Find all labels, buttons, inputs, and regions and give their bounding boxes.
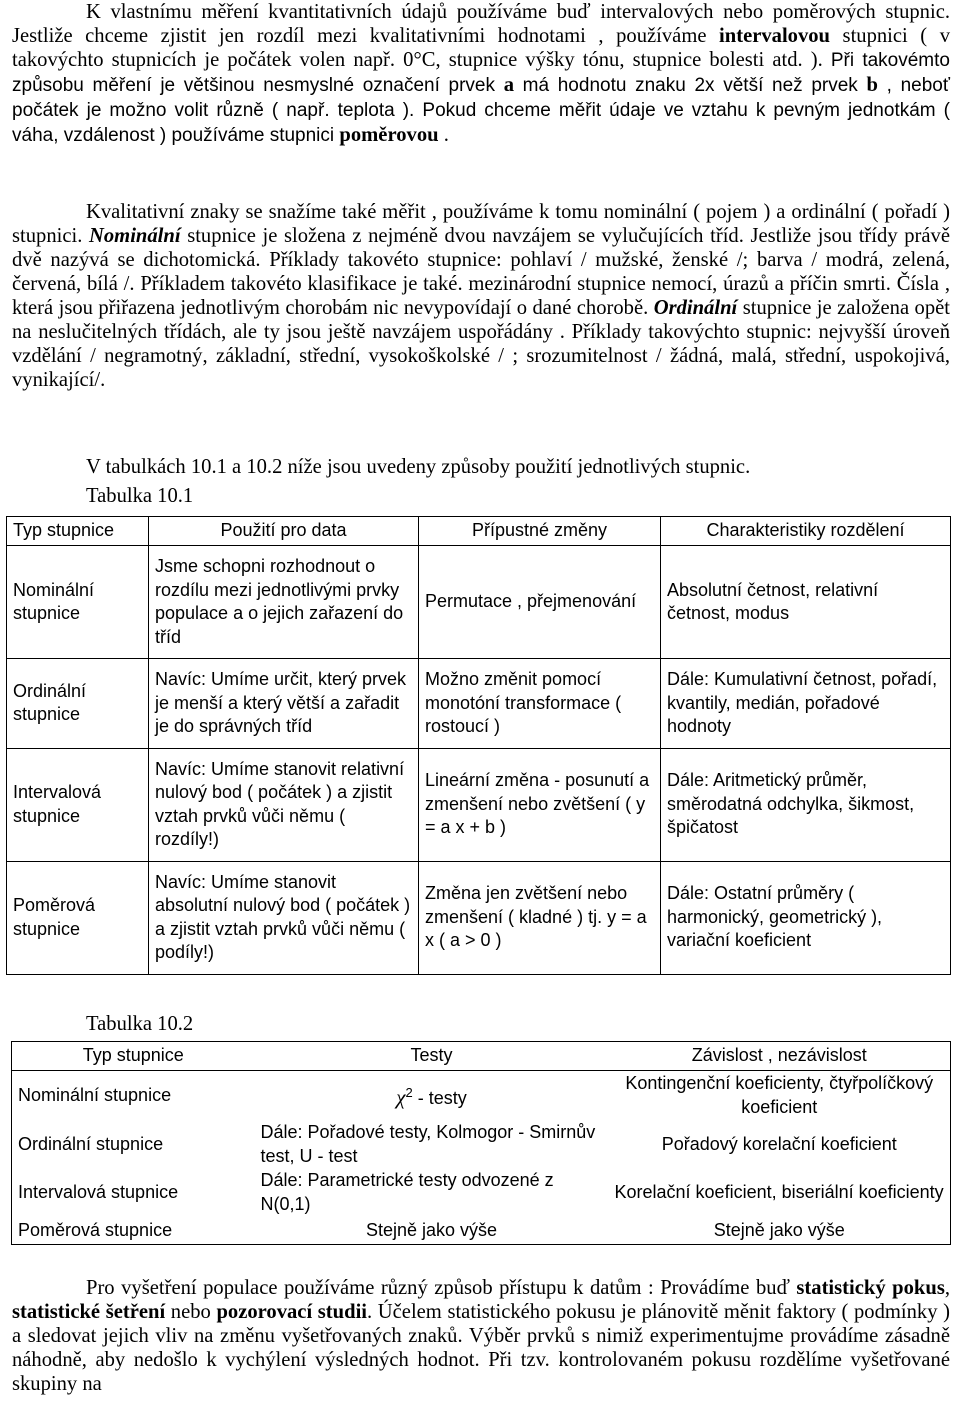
table-row <box>7 871 951 965</box>
table2-cell: Kontingenční koeficienty, čtyřpolíčkový koeficient <box>625 1073 934 1117</box>
text-run: statistický pokus <box>796 1277 945 1299</box>
text-run: b <box>866 74 878 96</box>
text-run: statistické šetření <box>12 1301 166 1323</box>
text-run: intervalovou <box>719 25 831 47</box>
table1-header-cell: Charakteristiky rozdělení <box>661 517 951 546</box>
text-run: nebo <box>165 1301 217 1323</box>
table2-cell: Nominální stupnice <box>18 1085 172 1105</box>
text-run: Ordinální <box>653 297 738 319</box>
table2-header-cell: Typ stupnice <box>12 1042 255 1071</box>
table2-cell: Intervalová stupnice <box>18 1181 179 1202</box>
text-run: , <box>944 1277 950 1299</box>
text-run: , neboť počátek je možno volit různě ( např. teplota ). <box>12 75 951 121</box>
table1-cell: Možno změnit pomocí monotóní transformace ( rostoucí ) <box>419 668 661 739</box>
table2-cell: Poměrová stupnice <box>18 1219 173 1240</box>
text-run: Nominální <box>89 225 181 247</box>
table-row <box>7 555 951 649</box>
table2-cell: Ordinální stupnice <box>18 1133 164 1154</box>
text-run: . Účelem statistického pokusu je plánovitě měnit faktory ( podmínky ) a sledovat jejich vliv na změnu vyšetřovaných znaků. Výběr prvků s nimiž experimentujme provádíme zásadně náhodně, aby nedošlo k vychýlení výsledných hodnot. Při tzv. kontrolovaném pokusu rozdělíme vyšetřované skupiny na <box>12 1301 950 1395</box>
table2-cell: Dále: Parametrické testy odvozené z N(0,1) <box>260 1170 554 1214</box>
paragraph-qualitative-scales <box>12 200 950 392</box>
table1-cell: Poměrová stupnice <box>7 871 149 965</box>
table1-cell: Ordinální stupnice <box>7 668 149 739</box>
text-run: má hodnotu znaku 2x větší než prvek <box>513 75 867 96</box>
text-run: stupnice je založena opět na neslučitelných třídách, ale ty jsou ještě navzájem uspořádány . Příklady takovýchto stupnic: nejvyšší úroveň vzdělání / negramotný, základní, střední, vysokoškolské / ; srozumitelnost / žádná, malá, střední, uspokojivá, vynikající/. <box>12 297 950 391</box>
table-row <box>12 1169 951 1217</box>
table1-cell: Navíc: Umíme stanovit absolutní nulový bod ( počátek ) a zjistit vztah prvků vůči němu ( podíly!) <box>149 871 419 965</box>
table1-cell: Lineární změna - posunutí a zmenšení nebo zvětšení ( y = a x + b ) <box>419 758 661 852</box>
table2-header-cell: Testy <box>255 1042 609 1071</box>
table-row <box>7 668 951 739</box>
table1-header-cell: Přípustné změny <box>419 517 661 546</box>
paragraph-data-access <box>12 1276 950 1396</box>
tables-intro: V tabulkách 10.1 a 10.2 níže jsou uvedeny způsoby použití jednotlivých stupnic. <box>86 456 751 478</box>
table1-caption: Tabulka 10.1 <box>86 485 194 507</box>
table-row <box>7 758 951 852</box>
table2-cell: Pořadový korelační koeficient <box>661 1133 897 1154</box>
table1-cell: Absolutní četnost, relativní četnost, modus <box>661 555 951 649</box>
table1-header-row <box>7 517 951 546</box>
text-run: poměrovou <box>339 124 439 146</box>
table1-cell: Navíc: Umíme určit, který prvek je menší a který větší a zařadit je do správných tříd <box>149 668 419 739</box>
table2-cell: Korelační koeficient, biseriální koeficienty <box>614 1181 944 1202</box>
table1-cell: Permutace , přejmenování <box>419 555 661 649</box>
table2-cell: Stejně jako výše <box>713 1219 845 1240</box>
chi-square-symbol: $\chi^2$ <box>396 1085 413 1109</box>
table-row <box>12 1071 951 1121</box>
table2-cell: $\chi^2$ - testy <box>396 1085 467 1109</box>
table-10-1 <box>6 516 951 975</box>
table2-header-row <box>12 1042 951 1071</box>
table1-cell: Dále: Kumulativní četnost, pořadí, kvantily, medián, pořadové hodnoty <box>661 668 951 739</box>
table-row <box>12 1217 951 1245</box>
text-run: Při takovémto způsobu měření je většinou nesmyslné označení prvek <box>12 50 950 96</box>
text-run: stupnici ( v takovýchto stupnicích je počátek volen např. 0°C, stupnice výšky tónu, stupnice bolesti atd. ). <box>12 25 951 71</box>
table1-cell: Dále: Ostatní průměry ( harmonický, geometrický ), variační koeficient <box>661 871 951 965</box>
table-row <box>12 1121 951 1169</box>
table1-header-cell: Použití pro data <box>149 517 419 546</box>
table1-cell: Intervalová stupnice <box>7 758 149 852</box>
text-run: Pro vyšetření populace používáme různý způsob přístupu k datům : Provádíme buď <box>86 1277 797 1299</box>
table1-cell: Nominální stupnice <box>7 555 149 649</box>
text-run: Kvalitativní znaky se snažíme také měřit , používáme k tomu nominální ( pojem ) a ordinální ( pořadí ) stupnici. <box>12 201 950 247</box>
text-run: K vlastnímu měření kvantitativních údajů používáme buď intervalových nebo poměrových stupnic. Jestliže chceme zjistit jen rozdíl mezi kvalitativními hodnotami , používáme <box>12 1 950 47</box>
table1-cell: Navíc: Umíme stanovit relativní nulový bod ( počátek ) a zjistit vztah prvků vůči němu ( rozdíly!) <box>149 758 419 852</box>
table1-cell: Změna jen zvětšení nebo zmenšení ( kladné ) tj. y = a x ( a > 0 ) <box>419 871 661 965</box>
table-10-2 <box>11 1041 951 1245</box>
table1-header-cell: Typ stupnice <box>7 517 149 546</box>
table2-header-cell: Závislost , nezávislost <box>609 1042 951 1071</box>
text-run: Pokud chceme měřit údaje ve vztahu k pevným jednotkám ( váha, vzdálenost ) používáme stupnici <box>12 100 950 146</box>
text-run: pozorovací studii <box>216 1301 368 1323</box>
text-run: a <box>503 74 514 96</box>
table2-cell: Stejně jako výše <box>365 1219 498 1240</box>
paragraph-measurement-scales <box>12 0 950 148</box>
text-run: stupnice je složena z nejméně dvou navzájem se vylučujících tříd. Jestliže jsou třídy právě dvě nazývá se dichotomická. Příklady takovéto stupnice: pohlaví / mužské, ženské /; barva / modrá, zelená, červená, bílá /. Příkladem takovéto klasifikace je také. mezinárodní stupnice nemocí, úrazů a příčin smrti. Čísla , která jsou přiřazena jednotlivým chorobám nic nevypovídají o dané chorobě. <box>12 225 950 319</box>
table1-cell: Jsme schopni rozhodnout o rozdílu mezi jednotlivými prvky populace a o jejich zařazení do tříd <box>149 555 419 649</box>
table2-caption: Tabulka 10.2 <box>86 1013 194 1035</box>
text-run: . <box>438 124 449 146</box>
table2-cell: Dále: Pořadové testy, Kolmogor - Smirnův test, U - test <box>260 1122 596 1166</box>
table1-cell: Dále: Aritmetický průměr, směrodatná odchylka, šikmost, špičatost <box>661 758 951 852</box>
